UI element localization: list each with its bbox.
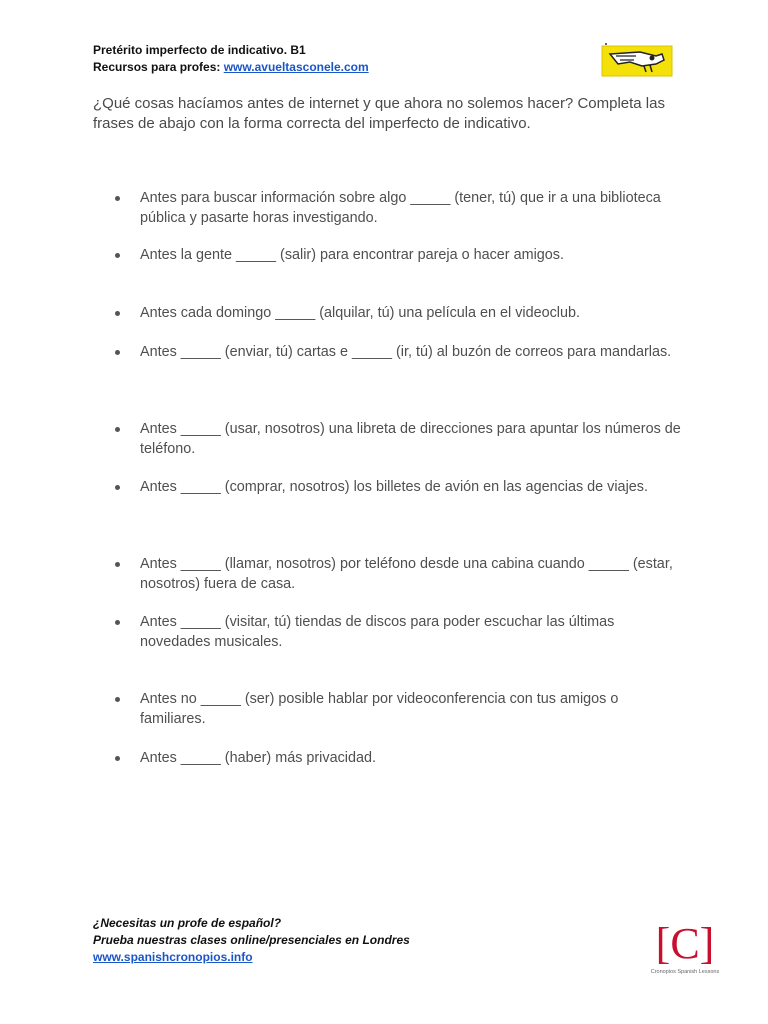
sentence-text: Antes _____ (visitar, tú) tiendas de discos para poder escuchar las últimas novedades musicales. [140, 614, 615, 650]
document-title: Pretérito imperfecto de indicativo. B1 [93, 43, 306, 57]
bullet-icon [115, 253, 120, 258]
sentence-text: Antes _____ (llamar, nosotros) por teléfono desde una cabina cuando _____ (estar, nosotros) fuera de casa. [140, 556, 673, 592]
bullet-icon [115, 620, 120, 625]
cronopios-logo-caption: Cronopios Spanish Lessons [650, 969, 720, 975]
footer-offer: Prueba nuestras clases online/presenciales en Londres [93, 933, 410, 947]
sentence-text: Antes no _____ (ser) posible hablar por videoconferencia con tus amigos o familiares. [140, 691, 619, 727]
sentence-text: Antes _____ (usar, nosotros) una libreta de direcciones para apuntar los números de teléfono. [140, 421, 681, 457]
document-header [93, 42, 369, 76]
sentence-text: Antes cada domingo _____ (alquilar, tú) una película en el videoclub. [140, 305, 581, 321]
sentence-text: Antes _____ (comprar, nosotros) los billetes de avión en las agencias de viajes. [140, 479, 648, 495]
resources-line [93, 59, 369, 76]
instructions-text: ¿Qué cosas hacíamos antes de internet y que ahora no solemos hacer? Completa las frases de abajo con la forma correcta del imperfecto de indicativo. [93, 95, 665, 132]
bullet-icon [115, 562, 120, 567]
bullet-icon [115, 311, 120, 316]
sentence-text: Antes _____ (enviar, tú) cartas e _____ (ir, tú) al buzón de correos para mandarlas. [140, 344, 672, 360]
bullet-icon [115, 485, 120, 490]
bullet-icon [115, 697, 120, 702]
resources-link[interactable]: www.avueltasconele.com [223, 60, 369, 74]
sentence-text: Antes para buscar información sobre algo _____ (tener, tú) que ir a una biblioteca pública y pasarte horas investigando. [140, 190, 661, 226]
resources-label: Recursos para profes: [93, 60, 224, 74]
bullet-icon [115, 427, 120, 432]
document-footer [93, 915, 410, 966]
footer-link[interactable]: www.spanishcronopios.info [93, 950, 253, 964]
sentence-text: Antes _____ (haber) más privacidad. [140, 750, 376, 766]
bullet-icon [115, 196, 120, 201]
bullet-icon [115, 756, 120, 761]
cronopios-logo [640, 918, 730, 978]
cronopios-logo-letter: [C] [655, 919, 715, 968]
footer-question: ¿Necesitas un profe de español? [93, 916, 282, 930]
bird-logo-icon [600, 42, 674, 78]
bullet-icon [115, 350, 120, 355]
sentence-text: Antes la gente _____ (salir) para encontrar pareja o hacer amigos. [140, 247, 564, 263]
